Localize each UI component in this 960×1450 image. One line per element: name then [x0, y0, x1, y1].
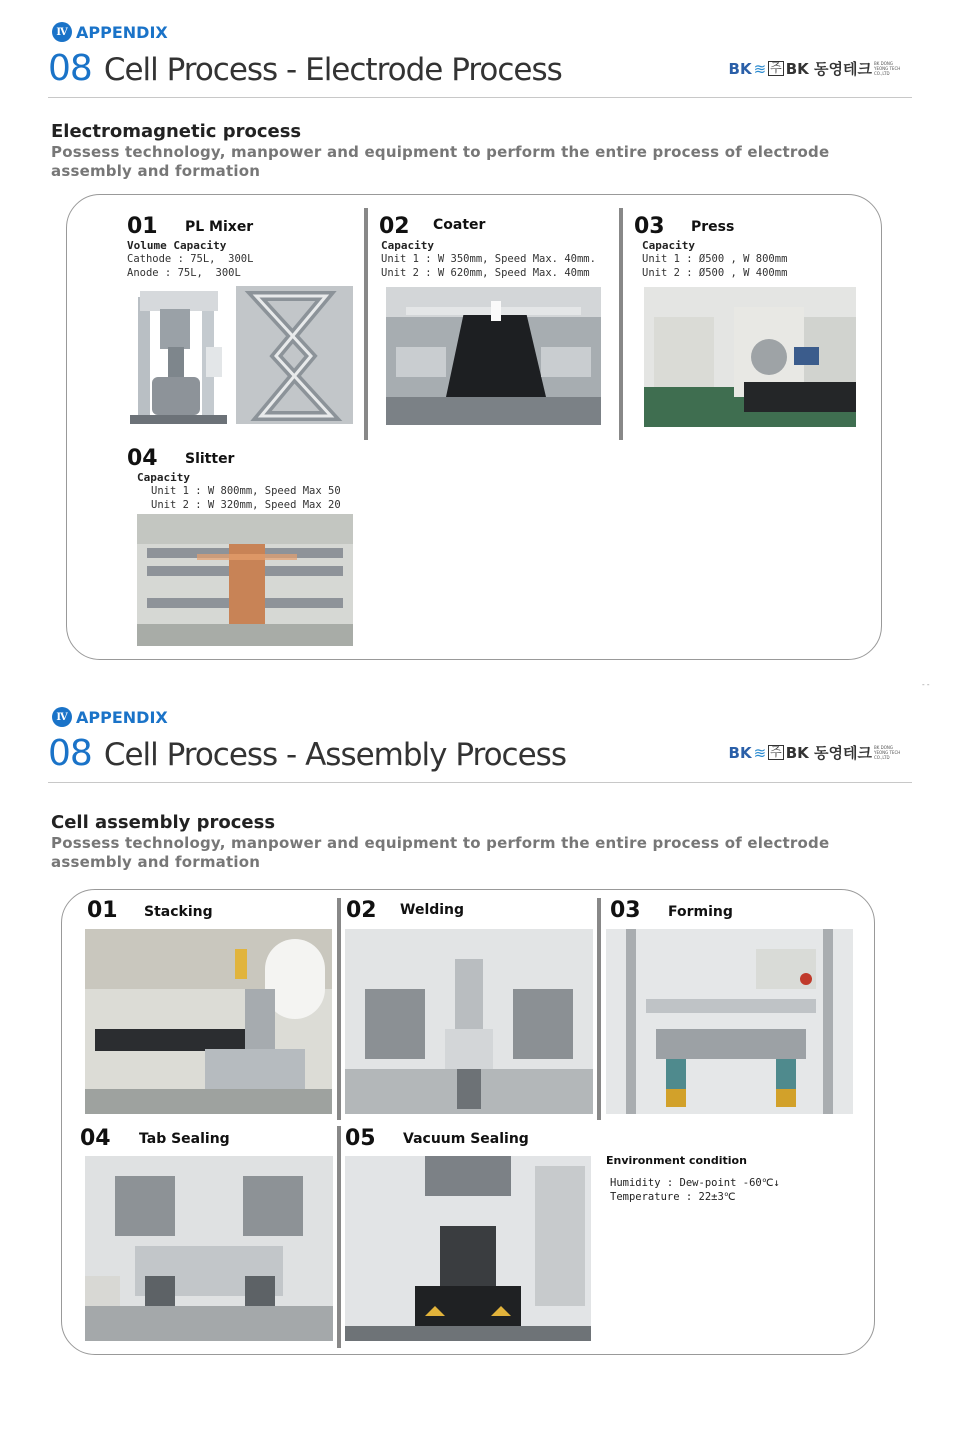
- page-title: [48, 48, 562, 89]
- section-description: Possess technology, manpower and equipment to perform the entire process of electrode assembly and formation: [51, 143, 830, 180]
- item-number: 01: [127, 214, 158, 239]
- item-name: Vacuum Sealing: [403, 1131, 529, 1147]
- item-spec: Unit 1 : Ø500 , W 800mm: [642, 253, 788, 265]
- item-number: 05: [345, 1126, 376, 1151]
- item-name: Stacking: [144, 904, 213, 920]
- process-item-stacking: [87, 898, 327, 928]
- column-divider: [597, 898, 601, 1120]
- slitter-photo: [137, 514, 353, 646]
- item-capacity-label: Capacity: [137, 471, 190, 484]
- company-logo: [729, 58, 908, 79]
- item-number: 01: [87, 898, 118, 923]
- coater-photo: [386, 287, 601, 425]
- process-item-forming: [610, 898, 850, 928]
- process-item-pl-mixer: [127, 214, 357, 280]
- header-divider: [48, 97, 912, 98]
- logo-co: 주: [770, 745, 782, 759]
- item-number: 02: [379, 214, 410, 239]
- column-divider: [337, 898, 341, 1120]
- appendix-badge-icon: Ⅳ: [52, 707, 72, 727]
- process-item-press: [634, 214, 874, 280]
- item-name: Tab Sealing: [139, 1131, 230, 1147]
- tab-sealing-photo: [85, 1156, 333, 1341]
- company-logo: [729, 742, 908, 763]
- column-divider: [337, 1126, 341, 1348]
- process-item-tab-sealing: [80, 1126, 320, 1156]
- logo-name: BK 동영테크: [785, 744, 872, 762]
- appendix-label: APPENDIX: [76, 22, 168, 42]
- item-spec: Unit 2 : W 320mm, Speed Max 20: [151, 499, 341, 511]
- item-name: Press: [691, 219, 735, 235]
- process-item-slitter: [127, 446, 367, 512]
- page-mark: - -: [922, 680, 930, 689]
- appendix-badge-icon: Ⅳ: [52, 22, 72, 42]
- process-item-coater: [379, 214, 619, 280]
- item-name: PL Mixer: [185, 219, 254, 235]
- logo-sub: BK DONG YEONG TECH CO.,LTD: [874, 745, 901, 760]
- press-photo: [644, 287, 856, 427]
- logo-wave-icon: ≋: [753, 743, 767, 762]
- environment-humidity: Humidity : Dew-point -60℃↓: [610, 1177, 780, 1189]
- page-title-number: 08: [48, 733, 92, 774]
- logo-wave-icon: ≋: [753, 59, 767, 78]
- column-divider: [619, 208, 623, 440]
- environment-title: Environment condition: [606, 1154, 747, 1167]
- process-item-welding: [346, 898, 586, 928]
- appendix-label: APPENDIX: [76, 707, 168, 727]
- item-number: 02: [346, 898, 377, 923]
- item-spec: Anode : 75L, 300L: [127, 267, 241, 279]
- welding-photo: [345, 929, 593, 1114]
- item-capacity-label: Capacity: [381, 239, 434, 252]
- pl-mixer-blade-photo: [236, 286, 353, 424]
- page-title: [48, 733, 566, 774]
- item-number: 03: [634, 214, 665, 239]
- appendix-header: [52, 707, 168, 727]
- logo-sub: BK DONG YEONG TECH CO.,LTD: [874, 61, 901, 76]
- section-title: Electromagnetic process: [51, 121, 302, 142]
- item-name: Forming: [668, 904, 733, 920]
- item-spec: Unit 2 : Ø500 , W 400mm: [642, 267, 788, 279]
- section-description: Possess technology, manpower and equipment to perform the entire process of electrode assembly and formation: [51, 834, 830, 871]
- item-spec: Cathode : 75L, 300L: [127, 253, 254, 265]
- item-capacity-label: Volume Capacity: [127, 239, 227, 252]
- item-name: Coater: [433, 217, 486, 233]
- logo-bk: BK: [728, 743, 752, 762]
- environment-temperature: Temperature : 22±3℃: [610, 1191, 736, 1203]
- pl-mixer-photo: [130, 287, 227, 424]
- logo-co: 주: [770, 61, 782, 75]
- column-divider: [364, 208, 368, 440]
- page-title-text: Cell Process - Assembly Process: [103, 737, 566, 773]
- item-number: 03: [610, 898, 641, 923]
- item-spec: Unit 2 : W 620mm, Speed Max. 40mm: [381, 267, 590, 279]
- header-divider: [48, 782, 912, 783]
- item-number: 04: [80, 1126, 111, 1151]
- item-spec: Unit 1 : W 350mm, Speed Max. 40mm.: [381, 253, 596, 265]
- item-capacity-label: Capacity: [642, 239, 695, 252]
- logo-bk: BK: [728, 59, 752, 78]
- section-title: Cell assembly process: [51, 812, 276, 833]
- item-name: Slitter: [185, 451, 235, 467]
- item-spec: Unit 1 : W 800mm, Speed Max 50: [151, 485, 341, 497]
- vacuum-sealing-photo: [345, 1156, 591, 1341]
- forming-photo: [606, 929, 853, 1114]
- process-item-vacuum-sealing: [345, 1126, 585, 1156]
- page-title-text: Cell Process - Electrode Process: [103, 52, 562, 88]
- page-title-number: 08: [48, 48, 92, 89]
- item-number: 04: [127, 446, 158, 471]
- stacking-photo: [85, 929, 332, 1114]
- logo-name: BK 동영테크: [785, 60, 872, 78]
- item-name: Welding: [400, 902, 465, 918]
- appendix-header: [52, 22, 168, 42]
